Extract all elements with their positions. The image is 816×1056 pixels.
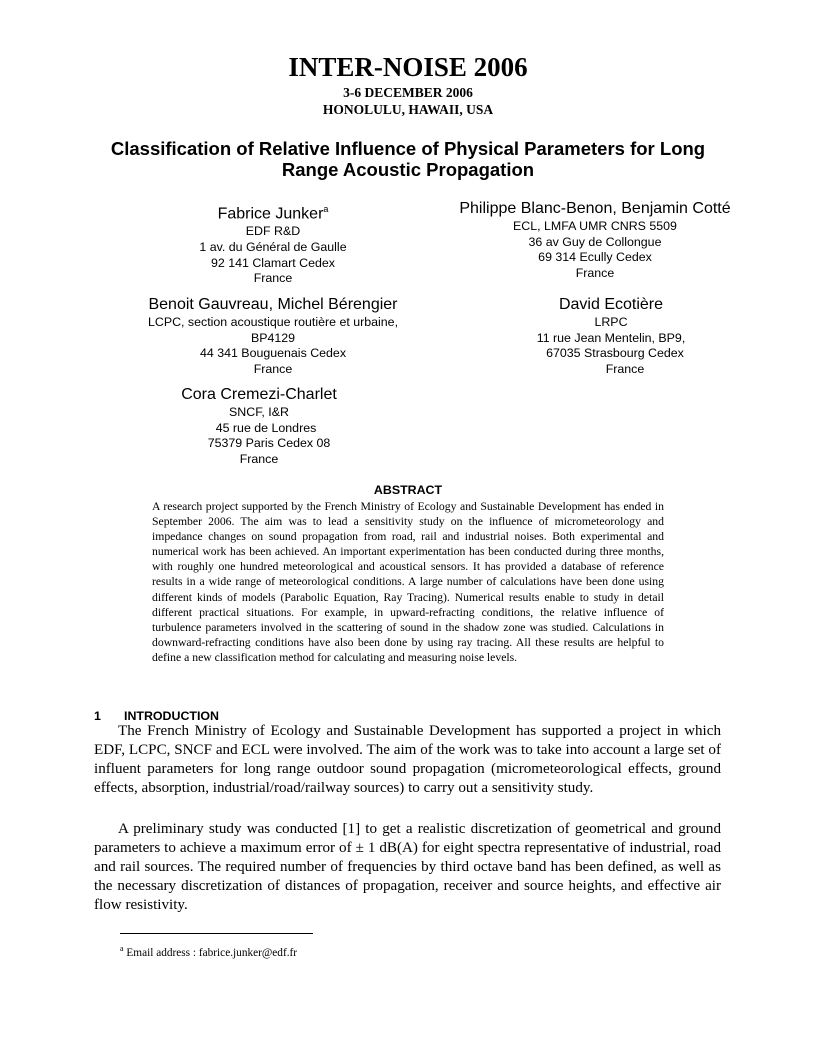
author-name: David Ecotière	[558, 296, 664, 313]
author-affiliation: SNCF, I&R	[229, 405, 289, 419]
author-address-line: 11 rue Jean Mentelin, BP9,	[536, 330, 686, 345]
author-address-line: 75379 Paris Cedex 08	[207, 436, 331, 451]
author-address-line: 69 314 Ecully Cedex	[538, 250, 652, 265]
author-affiliation: LRPC	[594, 315, 628, 329]
footnote-text: Email address : fabrice.junker@edf.fr	[123, 946, 298, 959]
author-country: France	[253, 361, 293, 376]
author-block-gauvreau-berengier	[130, 295, 416, 377]
author-address-line: 92 141 Clamart Cedex	[211, 255, 335, 270]
author-name: Cora Cremezi-Charlet	[181, 386, 337, 403]
footnote-divider	[120, 933, 313, 934]
author-country: France	[253, 271, 293, 286]
author-affiliation: EDF R&D	[245, 224, 301, 239]
abstract-text: A research project supported by the French Ministry of Ecology and Sustainable Development has ended in September 2006. The aim was to lead a sensitivity study on the influence of micrometeorology and impedance changes on sound propagation from road, rail and industrial noises. Both experimental and numerical work has been achieved. An important experimentation has been conducted during three months, with roughly one hundred meteorological and acoustical sensors. It has provided a database of reference results in a wide range of meteorological conditions. A large number of calculations have been done using different kinds of models (Parabolic Equation, Ray Tracing). Numerical results enable to study in detail different practical situations. For example, in upward-refracting conditions, the relative influence of turbulence parameters involved in the scattering of sound in the shadow zone was studied. Calculations in downward-refracting conditions have also been done by using ray tracing. All these results are helpful to define a new classification method for calculating and measuring noise levels.	[152, 500, 664, 664]
author-address-line: 1 av. du Général de Gaulle	[199, 239, 347, 254]
author-address-line: 36 av Guy de Collongue	[528, 234, 662, 249]
author-affiliation: ECL, LMFA UMR CNRS 5509	[513, 219, 677, 233]
footnote-mark: a	[120, 944, 124, 953]
section-heading-introduction	[94, 709, 219, 723]
author-country: France	[575, 265, 615, 280]
footnote	[120, 944, 297, 959]
footnote-mark: a	[323, 204, 329, 214]
author-country: France	[605, 361, 645, 376]
conference-location: HONOLULU, HAWAII, USA	[322, 102, 494, 117]
introduction-paragraph: A preliminary study was conducted [1] to get a realistic discretization of geometrical and ground parameters to achieve a maximum error of ± 1 dB(A) for eight spectra representative of industrial, road and rail sources. The required number of frequencies by third octave band has been defined, as well as the necessary discretization of distances of propagation, receiver and source heights, and effective air flow resistivity.	[94, 821, 721, 914]
author-name: Benoit Gauvreau, Michel Bérengier	[148, 296, 398, 313]
section-number: 1	[94, 709, 101, 723]
author-country: France	[239, 451, 279, 466]
author-address-line: BP4129	[250, 330, 296, 345]
author-block-junker	[160, 199, 386, 287]
conference-title: INTER-NOISE 2006	[288, 52, 528, 82]
author-affiliation: LCPC, section acoustique routière et urbaine,	[147, 315, 399, 329]
author-block-blanc-benon-cotte	[440, 199, 750, 281]
conference-dates: 3-6 DECEMBER 2006	[343, 85, 473, 100]
author-address-line: 45 rue de Londres	[215, 420, 317, 435]
author-block-cremezi-charlet	[150, 385, 368, 467]
section-title: INTRODUCTION	[124, 709, 219, 723]
introduction-paragraph: The French Ministry of Ecology and Sustainable Development has supported a project in which EDF, LCPC, SNCF and ECL were involved. The aim of the work was to take into account a large set of influent parameters for long range outdoor sound propagation (micrometeorological effects, ground effects, absorption, industrial/road/railway sources) to carry out a sensitivity study.	[94, 723, 721, 797]
paper-title: Classification of Relative Influence of Physical Parameters for Long Range Acoustic Propagation	[110, 138, 706, 180]
author-address-line: 44 341 Bouguenais Cedex	[199, 346, 347, 361]
abstract-heading: ABSTRACT	[373, 483, 443, 497]
author-name: Philippe Blanc-Benon, Benjamin Cotté	[459, 200, 731, 217]
author-name: Fabrice Junker$^a$	[217, 204, 329, 223]
author-address-line: 67035 Strasbourg Cedex	[546, 346, 684, 361]
author-block-ecotiere	[470, 295, 752, 377]
